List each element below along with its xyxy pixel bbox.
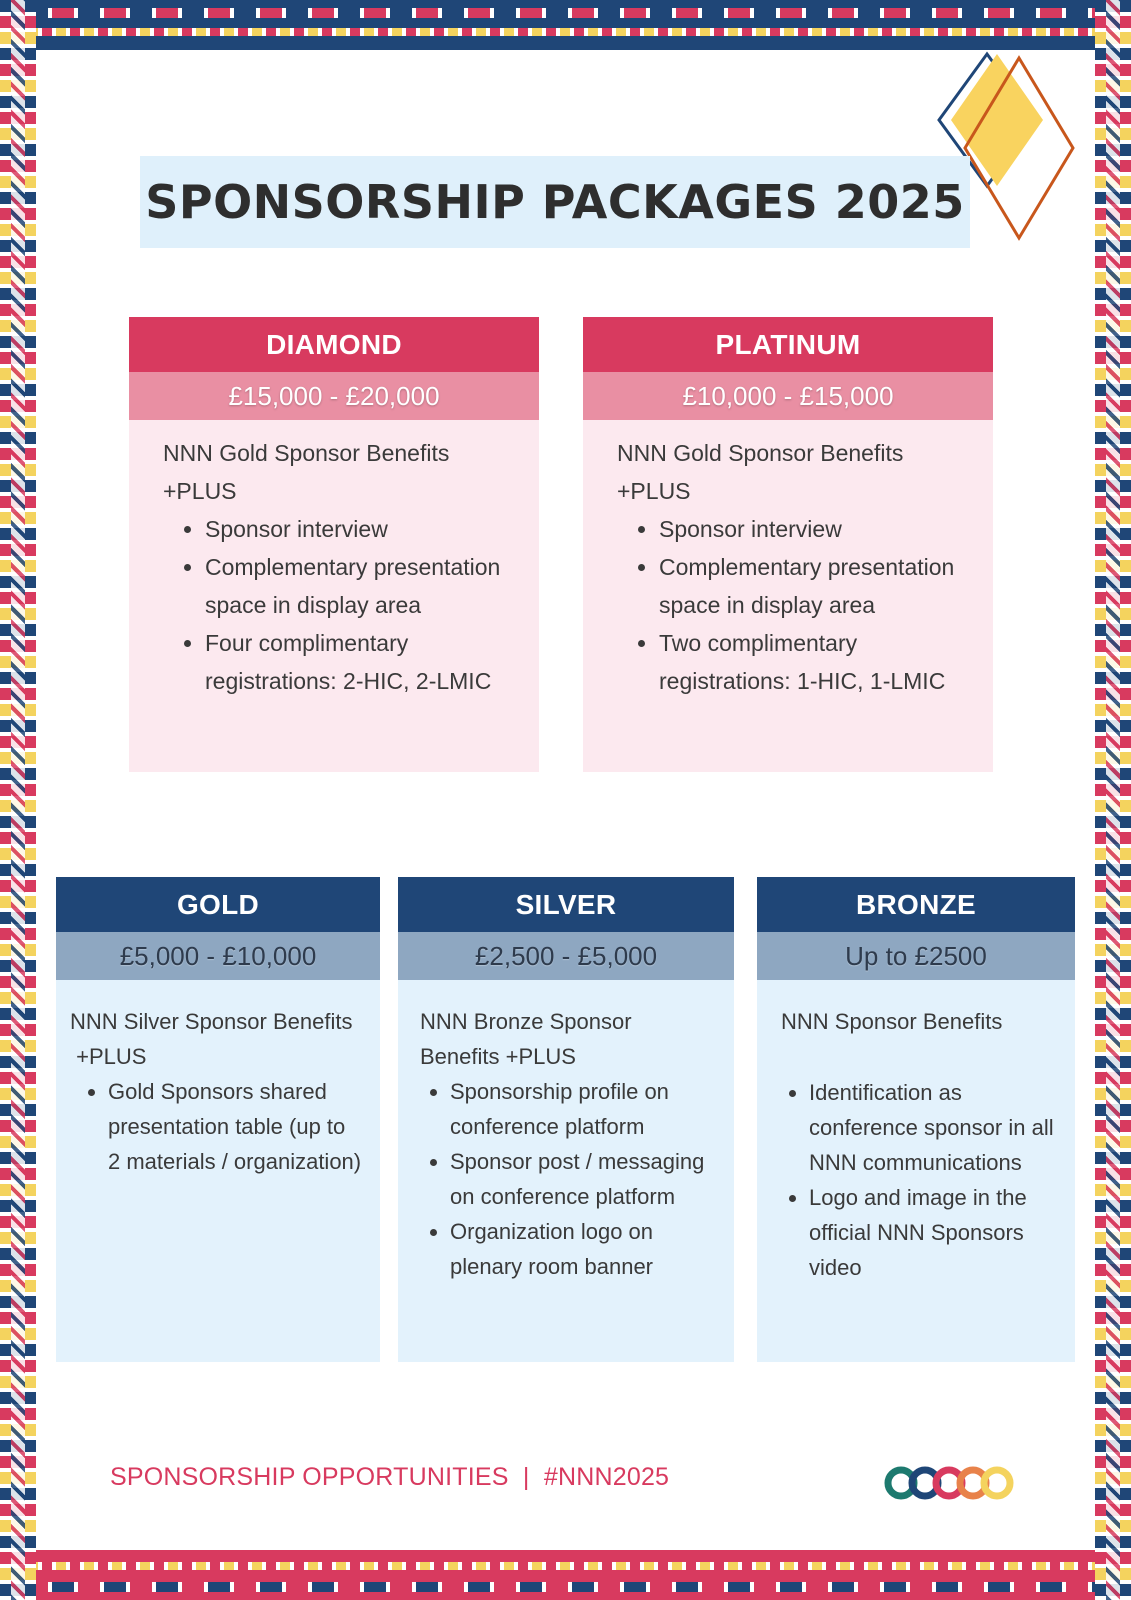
decorative-border-bottom — [0, 1550, 1131, 1600]
list-item: • Complementary presentation space in display area — [659, 548, 965, 624]
package-price: £2,500 - £5,000 — [398, 932, 734, 980]
package-price: £5,000 - £10,000 — [56, 932, 380, 980]
list-item: • Sponsor interview — [659, 510, 965, 548]
list-item: • Two complimentary registrations: 1-HIC, 1-LMIC — [659, 624, 965, 700]
benefits-lead: NNN Silver Sponsor Benefits — [70, 1009, 353, 1034]
page-title: SPONSORSHIP PACKAGES 2025 — [145, 175, 965, 229]
package-name: BRONZE — [757, 877, 1075, 932]
package-card-bronze — [757, 877, 1075, 1362]
decorative-border-top — [0, 0, 1131, 50]
footer-tagline: SPONSORSHIP OPPORTUNITIES | #NNN2025 — [110, 1463, 670, 1491]
package-card-platinum — [583, 317, 993, 782]
benefits-list — [163, 510, 511, 700]
package-name: PLATINUM — [583, 317, 993, 372]
benefits-lead: NNN Sponsor Benefits — [781, 1009, 1003, 1034]
benefits-list — [771, 1075, 1057, 1285]
package-name: DIAMOND — [129, 317, 539, 372]
package-benefits — [757, 980, 1075, 1362]
list-item: • Identification as conference sponsor in all NNN communications — [809, 1075, 1057, 1180]
package-price: £15,000 - £20,000 — [129, 372, 539, 420]
benefits-plus: +PLUS — [617, 478, 691, 504]
list-item: • Complementary presentation space in display area — [205, 548, 511, 624]
decorative-border-right — [1095, 0, 1131, 1600]
benefits-list — [617, 510, 965, 700]
benefits-plus: +PLUS — [70, 1044, 147, 1069]
page — [36, 50, 1095, 1550]
package-price: £10,000 - £15,000 — [583, 372, 993, 420]
list-item: • Sponsor interview — [205, 510, 511, 548]
list-item: • Sponsor post / messaging on conference platform — [450, 1144, 716, 1214]
package-card-gold — [56, 877, 380, 1362]
benefits-lead: NNN Gold Sponsor Benefits — [617, 440, 904, 466]
benefits-list — [70, 1074, 362, 1179]
benefits-list — [412, 1074, 716, 1284]
package-benefits — [56, 980, 380, 1362]
decorative-border-left — [0, 0, 36, 1600]
package-card-diamond — [129, 317, 539, 782]
list-item: • Organization logo on plenary room banner — [450, 1214, 716, 1284]
benefits-lead: NNN Gold Sponsor Benefits — [163, 440, 450, 466]
list-item: • Logo and image in the official NNN Sponsors video — [809, 1180, 1057, 1285]
package-benefits — [398, 980, 734, 1362]
benefits-lead: NNN Bronze Sponsor Benefits +PLUS — [420, 1009, 632, 1069]
nnn-logo-rings — [881, 1463, 1021, 1503]
package-price: Up to £2500 — [757, 932, 1075, 980]
list-item: • Gold Sponsors shared presentation table (up to 2 materials / organization) — [108, 1074, 362, 1179]
title-banner — [140, 156, 970, 248]
benefits-plus: +PLUS — [163, 478, 237, 504]
list-item: • Four complimentary registrations: 2-HIC, 2-LMIC — [205, 624, 511, 700]
package-name: SILVER — [398, 877, 734, 932]
package-benefits — [583, 420, 993, 772]
list-item: • Sponsorship profile on conference platform — [450, 1074, 716, 1144]
package-name: GOLD — [56, 877, 380, 932]
package-card-silver — [398, 877, 734, 1362]
package-benefits — [129, 420, 539, 772]
